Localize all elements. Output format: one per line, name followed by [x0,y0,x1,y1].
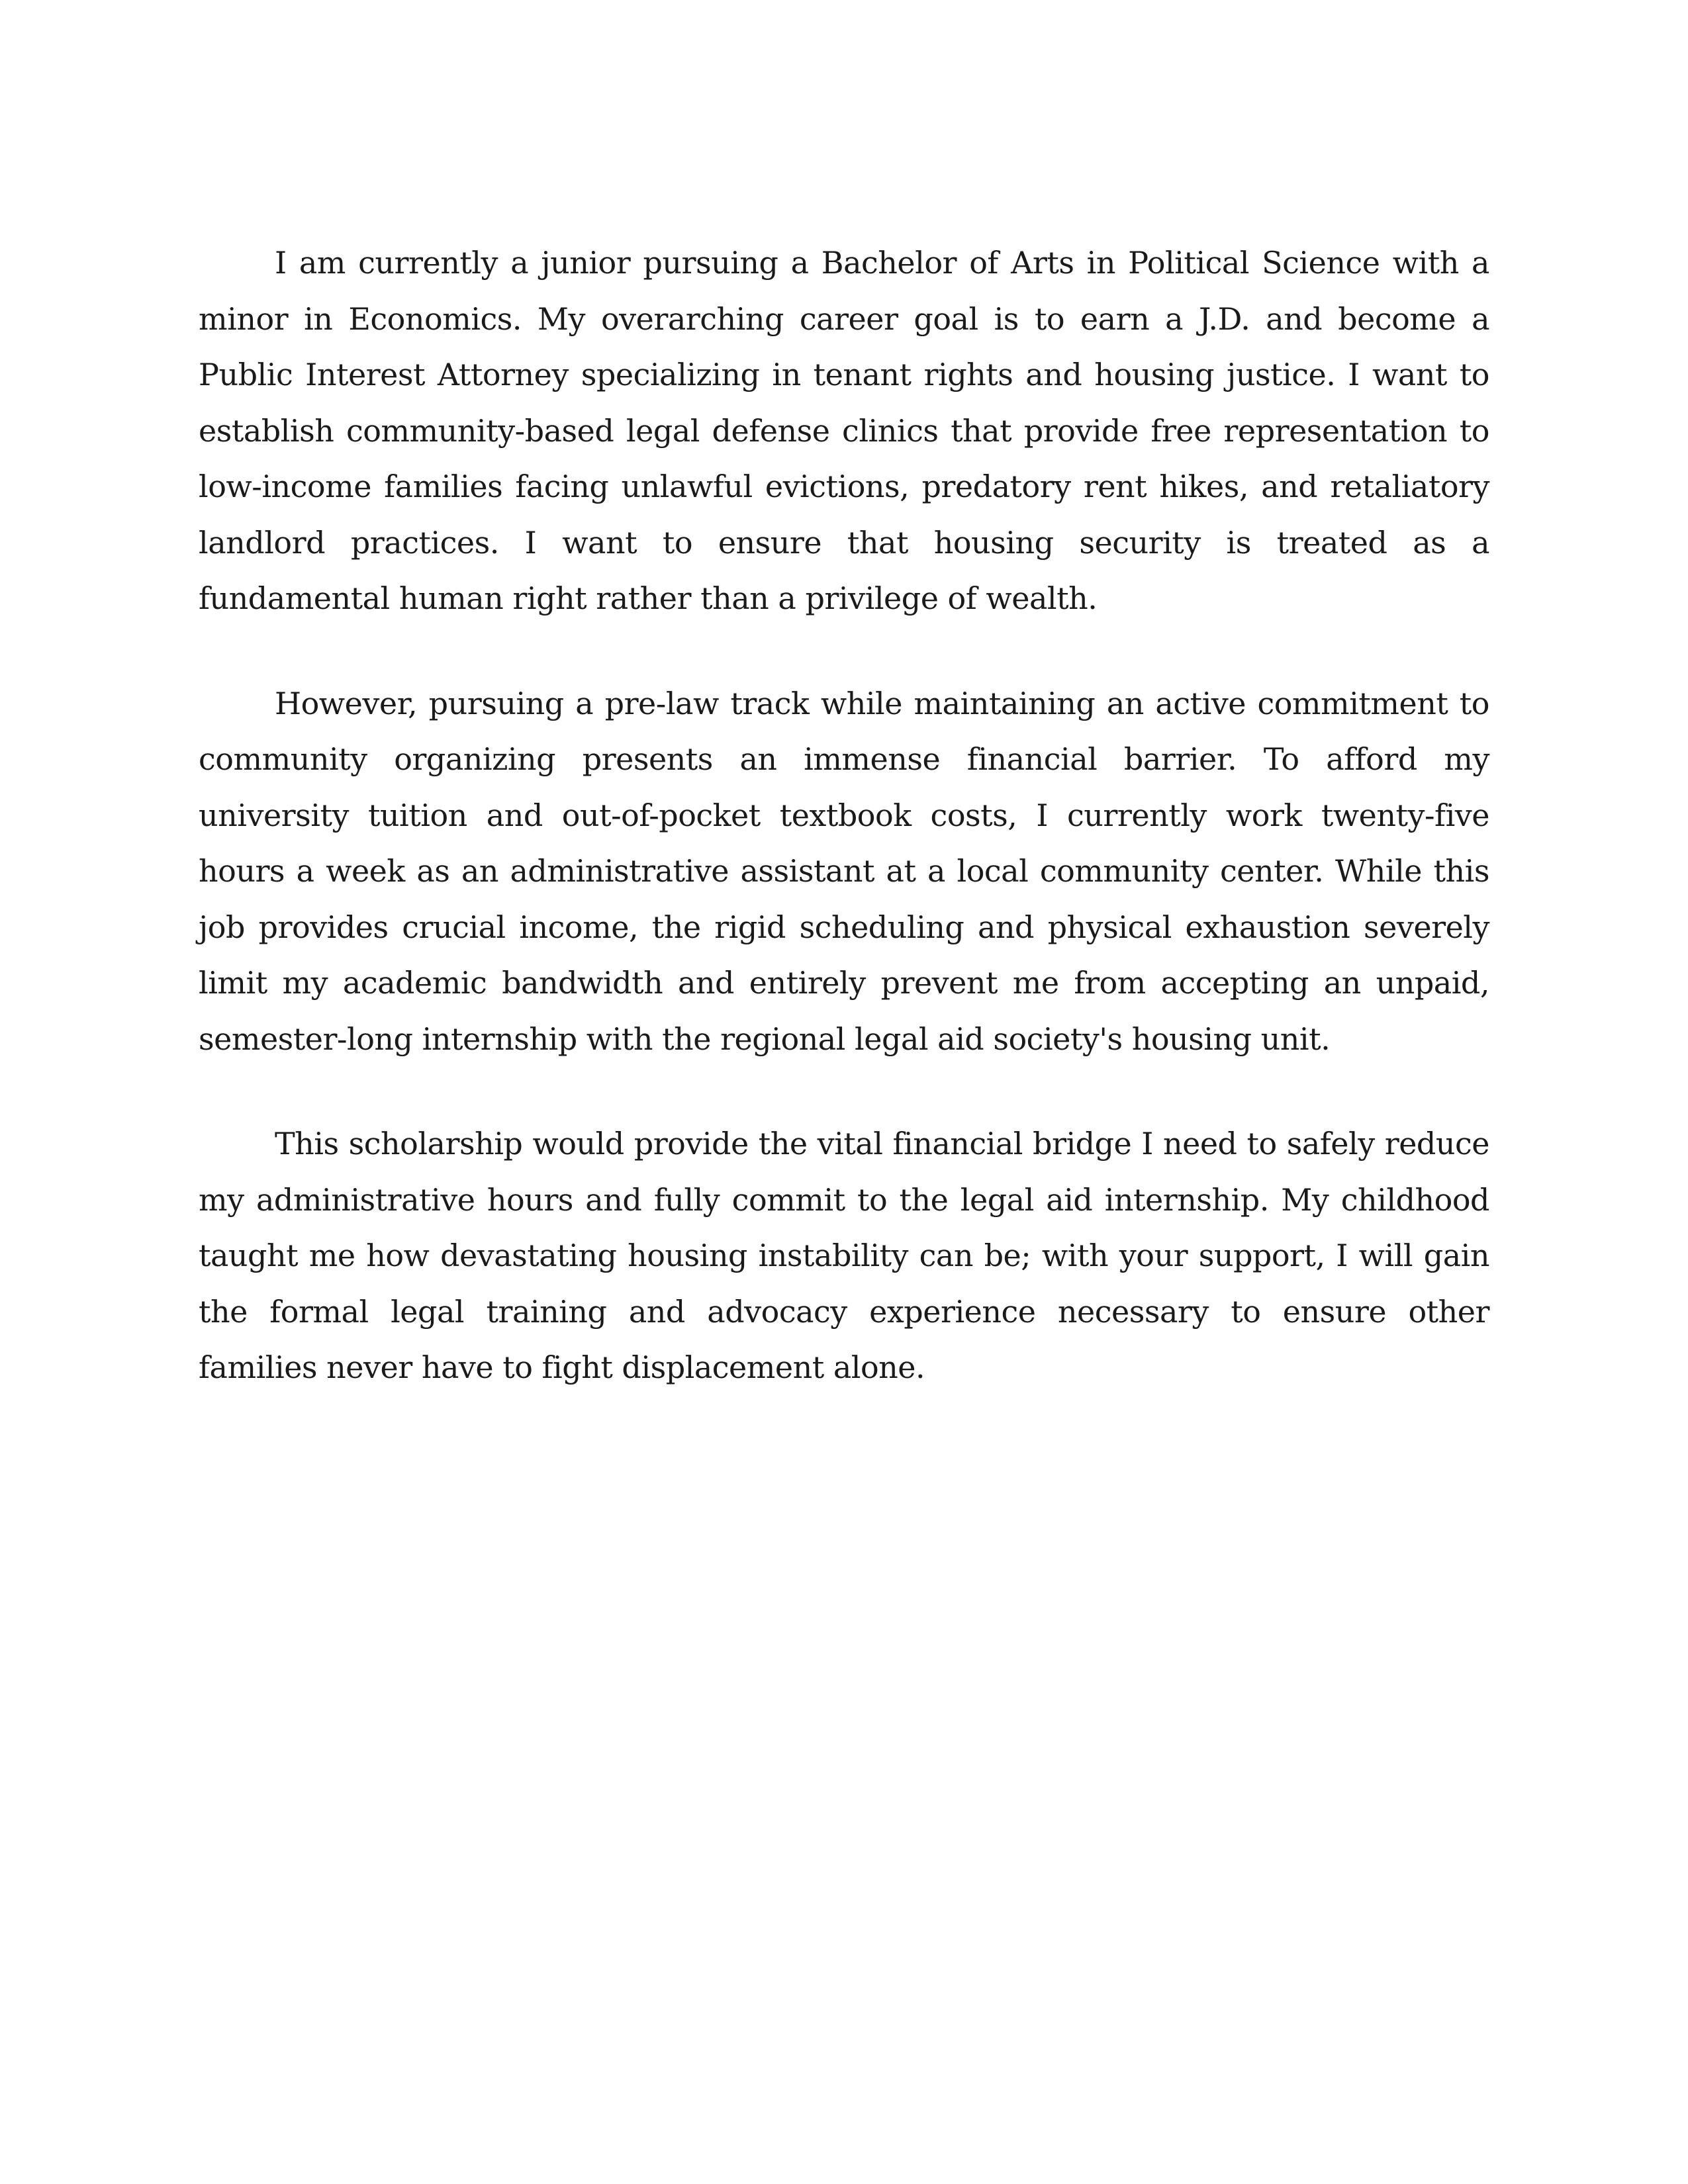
essay-body [199,235,1489,1445]
paragraph-financial-barrier: However, pursuing a pre-law track while maintaining an active commitment to community organizing presents an immense financial barrier. To afford my university tuition and out-of-pocket textbook costs, I currently work twenty-five hours a week as an administrative assistant at a local community center. While this job provides crucial income, the rigid scheduling and physical exhaustion severely limit my academic bandwidth and entirely prevent me from accepting an unpaid, semester-long internship with the regional legal aid society's housing unit. [199,685,1489,1057]
paragraph-career-goal: I am currently a junior pursuing a Bachelor of Arts in Political Science with a minor in Economics. My overarching career goal is to earn a J.D. and become a Public Interest Attorney specializing in tenant rights and housing justice. I want to establish community-based legal defense clinics that provide free representation to low-income families facing unlawful evictions, predatory rent hikes, and retaliatory landlord practices. I want to ensure that housing security is treated as a fundamental human right rather than a privilege of wealth. [199,245,1489,616]
paragraph-scholarship-impact: This scholarship would provide the vital financial bridge I need to safely reduce my administrative hours and fully commit to the legal aid internship. My childhood taught me how devastating housing instability can be; with your support, I will gain the formal legal training and advocacy experience necessary to ensure other families never have to fight displacement alone. [199,1126,1489,1385]
